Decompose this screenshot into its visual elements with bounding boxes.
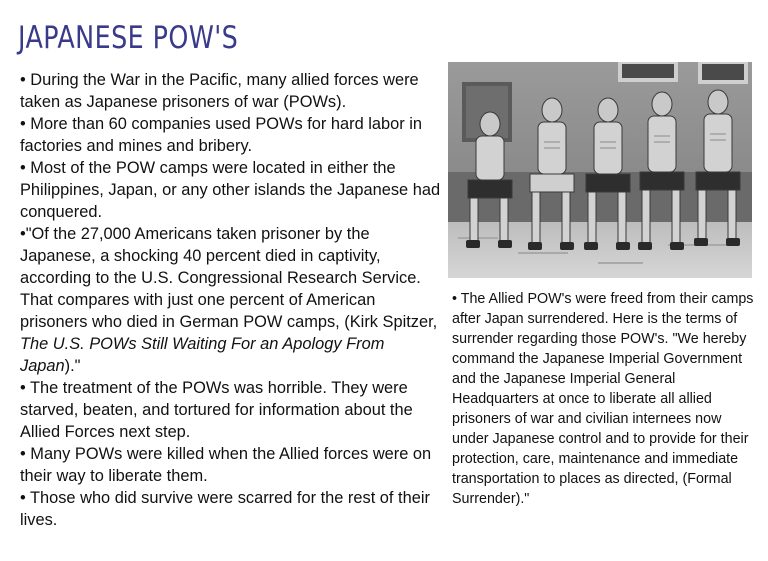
cited-article-title: The U.S. POWs Still Waiting For an Apology From Japan [20,335,385,375]
bullet-item: • Those who did survive were scarred for the rest of their lives. [20,489,430,529]
quote-text: •"Of the 27,000 Americans taken prisoner by the Japanese, a shocking 40 percent died in captivity, according to the U.S. Congressional Research Service. That compares with just one percent of American prisoners who died in German POW camps, (Kirk Spitzer, [20,225,438,331]
bullet-item: • More than 60 companies used POWs for hard labor in factories and mines and bribery. [20,115,423,155]
photo-caption [452,289,756,509]
caption-text: • The Allied POW's were freed from their camps after Japan surrendered. Here is the terms of surrender regarding those POW's. "We hereby command the Japanese Imperial Government and the Japanese Imperial General Headquarters at once to liberate all allied prisoners of war and civilian internees now under Japanese control and to provide for their protection, care, maintenance and immediate transportation to places as directed, (Formal Surrender)." [452,291,754,507]
bullet-list [20,69,445,531]
bullet-item-quote [20,223,445,377]
bullet-item: • Many POWs were killed when the Allied forces were on their way to liberate them. [20,445,432,485]
bullet-item: • The treatment of the POWs was horrible. They were starved, beaten, and tortured for information about the Allied Forces next step. [20,379,413,441]
bullet-item: • Most of the POW camps were located in either the Philippines, Japan, or any other islands the Japanese had conquered. [20,159,441,221]
pow-photo [448,62,752,278]
bullet-item: • During the War in the Pacific, many allied forces were taken as Japanese prisoners of war (POWs). [20,71,419,111]
page-title: JAPANESE POW'S [18,20,239,56]
quote-end: )." [64,357,81,375]
